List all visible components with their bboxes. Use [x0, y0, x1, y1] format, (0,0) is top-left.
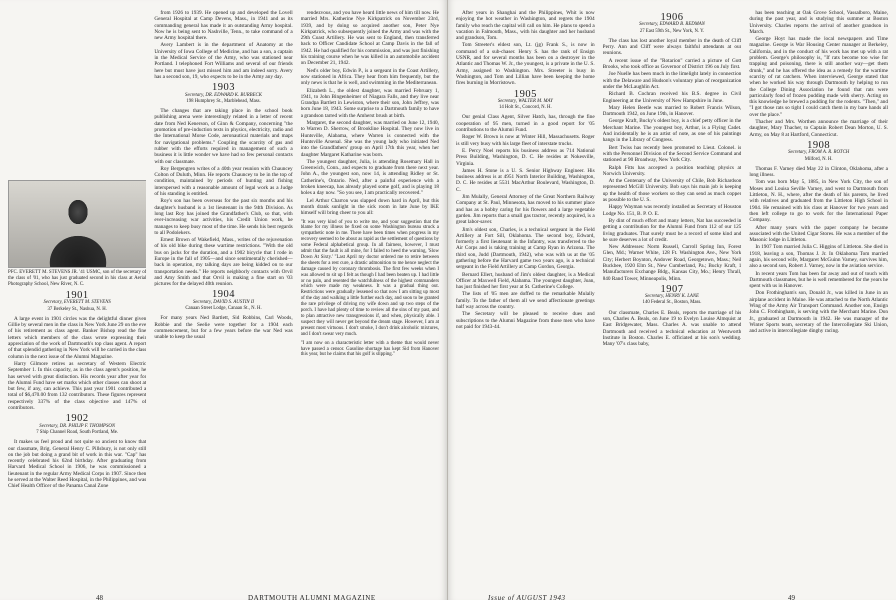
paragraph: Our classmate, Charles E. Beals, reports the marriage of his son, Charles A. Beals, on June 19 to Evelyn Louise Almquist at East Bridgewater, Mass. Charles A. was unable to attend Dartmouth and received a technical education at Wentworth Institute in Boston. Charles E. officiated at his son's wedding. Many '07's class baby, — [602, 309, 742, 348]
column-1 — [8, 10, 146, 585]
paragraph: Thacher and Mrs. Worthen announce the marriage of their daughter, Mary Thacher, to Captain Robert Dean Morton, U. S. Army, on May 8 at Hartford, Connecticut. — [749, 119, 889, 138]
paragraph: New Addresses: Norm Russell, Carroll Spring Inn, Forest Glen, Md.; Warner White, 128 Ft. Washington Ave., New York City; Herbert Boynton, Andover Road, Georgetown, Mass.; Neil Buckbee, 1920 Elm St., New Cumberland, Pa.; Bucky Kraft, 1 Manufacturers Exchange Bldg., Kansas City, Mo.; Henry Thrall, 840 Rand Tower, Minneapolis, Minn. — [602, 244, 742, 282]
page-number: 49 — [788, 594, 795, 600]
secretary-address: 37 Berkeley St., Nashua, N. H. — [47, 306, 107, 312]
paragraph: Roy's son has been overseas for the past six months and his daughter's husband is a 1st lieutenant in the 94th Division. As long last Roy has joined the Grandfather's Club, so that, with ever-increasing war activities, his Credit Union work, he manages to keep busy most of the time. He sends his best regards to all Podolekers. — [154, 198, 293, 236]
column-3 — [301, 10, 439, 585]
paragraph: Roger W. Brown is now at Winter Hill, Massachusetts. Roger is still very busy with his large fleet of interstate trucks. — [456, 134, 595, 147]
secretary-address: 14 Holt St., Concord, N. H. — [498, 105, 552, 111]
paragraph: Richard B. Cochran received his B.S. degree in Civil Engineering at the University of New Hampshire in June. — [602, 91, 742, 104]
class-year-heading: 1902 — [65, 413, 89, 425]
paragraph: Ralph Fitts has accepted a position teaching physics at Norwich University. — [602, 164, 742, 177]
class-secretary: Secretary, DR. PHILIP F. THOMPSON — [39, 423, 116, 429]
paragraph: Mary Helen Beetle was married to Robert Francis Wilson, Dartmouth 1942, on June 19th, in Hanover. — [602, 104, 742, 118]
paragraph: Roy Bergengren writes of a 40th year reunion with Chauncey Colton of Duluth, Minn. He reports Chauncey to be in the top of condition, maintained by periods of hunting and fishing interspersed with a reasonable amount of legal work as a Judge of his standing is entitled. — [154, 165, 293, 198]
paragraph: Bert Twiss has recently been promoted to Lieut. Colonel. is with the Personnel Division of the Second Service Command and stationed at 90 Broadway, New York City. — [602, 144, 742, 164]
class-secretary: Secretary, FROM A. R. ROTCH — [788, 150, 850, 156]
paragraph: George Hoyt has made the local newspapers and Time magazine. George is War Housing Center manager at Berkeley, California, and in the conduct of his work has met up with a rat problem. George's philosophy is, "If rats become too wise for trapping and poisoning, there is still another way—get them drunk," and he has offered the idea as a remedy for the wartime scarcity of rat catchers. When interviewed, George stated that when he worked his way through Dartmouth by helping to run the College Dining Association he found that rats were particularly fond of frozen pudding made with sherry. Acting on this knowledge he brewed a pudding for the rodents. "Then," and "I got those rats so tight I could catch them in my bare hands all over the place." — [749, 36, 889, 118]
column-5 — [603, 10, 742, 585]
paragraph: Ned's older boy, Edwin P., is a sergeant in the Coast Artillery, now stationed in Africa. They hear from him frequently, but the only news is that he is well, and swimming in the Mediterranean. — [300, 67, 439, 87]
class-secretary: Secretary, DR. EDWARD K. BURBECK — [185, 92, 262, 98]
column-6 — [749, 10, 888, 585]
paragraph: For many years Ned Bartlett, Sid Robbins, Carl Woods, Robbie and the Seelie were together for a 1904 each commencement, but for a few years before the war Ned was unable to keep the usual — [154, 315, 293, 341]
class-secretary: Secretary, EVERETT M. STEVENS — [43, 300, 111, 306]
paragraph: Tom Streeter's eldest son, Lt. (jg) Frank S., is now in command of a sub-chaser. Henry S. has the rank of Ensign USNR, and for several months has been on a destroyer in the Atlantic and Thomas W. Jr., the youngest, is a private in the U. S. Army, assigned to Washington. Mrs. Streeter is busy in Washington, and Tom and Lillian have been keeping the home fires burning in Morristown. — [456, 42, 595, 87]
magazine-title: DARTMOUTH ALUMNI MAGAZINE — [248, 594, 376, 600]
paragraph: Our genial Class Agent, Silver Hatch, has, through the fine cooperation of 95 men, turned in a good report for '05 contributions to the Alumni Fund. — [456, 114, 595, 134]
paragraph: A large event in 1901 circles was the delightful dinner given Gillie by several men in the class in New York June 29 on the eve of his retirement as class agent. Banker Bishop read the fine letters which members of the class wrote expressing their appreciation of the work of Dartmouth's top class agent. A report of that splendid gathering in New York will be carried in the class column in the next issue of the Alumni Magazine. — [8, 315, 147, 360]
secretary-address: Milford, N. H. — [804, 156, 833, 162]
secretary-address: Canaan Street Lodge, Canaan St., N. H. — [185, 306, 262, 312]
paragraph: The youngest daughter, Julia, is attending Rosemary Hall in Greenwich, Conn., and expects to graduate from there next year. John A., the youngest son, now 14, is attending Ridley or St. Catherine's, Ontario. Ned, after a painful experience with a broken kneecap, has already played some golf, and is playing 18 holes a day now. "So you see, I am practically recovered." — [300, 158, 439, 197]
paragraph: has been teaching at Oak Grove School, Vassalboro, Maine, during the past year, and is studying this summer at Boston University. Charles reports the arrival of another grandson in March. — [749, 10, 889, 35]
quoted-letter: "It was very kind of you to write me, and your suggestion that the blame for my illness be fixed on some Washington bureau struck a sympathetic note in me. There have been times when progress in my recovery seemed to be about as rapid as the settlement of questions by some Federal alphabetical group. In all fairness, however, I must admit that the fault is all mine, for I failed to heed the warning, 'Slow Down At Sixty.' "Last April my doctor ordered me to retire between the sheets for a rest cure, a drastic admonition to me hence neglect the damage caused by coronary thrombosis. The first few weeks when I was allowed to sit up I felt as though I had been beaten up. I had little or no pain, and resented the watchfulness of the highest commanders which were made my weakness. It was a gradual thing out. Restrictions were gradually lessened so that now I am sitting up most of the day and walking a little further each day, and soon to be granted the rare privilege of driving my wife down and up two steps of the porch. I have had plenty of time to review all the sins of my past, and to plan attractive new transgressions if, and when, physically able. I suspect they will never get beyond the dream stage. However, I am at present most virtuous. I don't smoke, I don't drink alcoholic mixtures, and I don't swear very much. — [300, 219, 439, 337]
paragraph: Elizabeth L., the oldest daughter, was married February 1, 1941, to John Bingenheimer of Niagara Falls, and they live near Grandpa Bartlett in Lewiston, where their son, John Jeffrey, was born June 18, 1943. Some surprise to a Dartmouth family to have a grandson tarred with the Amherst brush at birth. — [300, 87, 439, 119]
portrait-photo — [8, 180, 146, 268]
paragraph: Jim Mulally, General Attorney of the Great Northern Railway Company at St. Paul, Minnesota, has moved to his summer place and has as a hobby caring for his flowers and a large vegetable garden. Jim reports that a small gas tractor, recently acquired, is a great labor-saver. — [456, 194, 595, 226]
paragraph: Ernest Brown of Wakefield, Mass., writes of the rejuvenation of his old bike during these wartime restrictions. "With the old bus on jacks for the duration, and a 1902 bicycle that I rode in Europe in the fall of 1905—and since sentimentally cherished—back in operation, my talking days are being kidded on to our transportation needs." He reports neighborly contacts with Orvil and Amy Smith and that Orvil is making a fine start on '03 pictures for the delayed 40th reunion. — [154, 237, 293, 288]
column-2 — [154, 10, 292, 585]
paragraph: In recent years Tom has been far away and out of touch with Dartmouth classmates, but he is well remembered for the years he spent with us in Hanover. — [749, 270, 889, 290]
class-year-heading: 1904 — [211, 289, 235, 301]
class-year-heading: 1905 — [513, 88, 537, 100]
paragraph: Bernard Ellert, husband of Jim's oldest daughter, is a Medical Officer at Maxwell Field, Alabama. The youngest daughter, Joan, has just finished her first year at St. Catherine's College. — [456, 271, 595, 291]
paragraph: Don Frothingham's son, Donald Jr., was killed in June in an airplane accident in Maine. He was attached to the North Atlantic Wing of the Army Air Transport Command. Another son, Ensign John C. Frothingham, is serving with the Merchant Marine. Don Jr., graduated at Dartmouth in 1942. He was manager of the Winter Sports team, secretary of the Intercollegiate Ski Union, and active in intercollegiate dinghy racing. — [749, 290, 889, 335]
class-secretary: Secretary, WALTER M. MAY — [497, 98, 553, 104]
paragraph: In 1907 Tom married Julia C. Higgins of Littleton. She died in 1918, leaving a son, Thomas J. Jr. In Oklahoma Tom married again, his second wife, Margaret McGuinn Varney, survives him, also a second son, Robert J. Varney, now in the aviation service. — [749, 244, 889, 270]
paragraph: E. Percy Noel reports his business address as 714 National Press Building, Washington, D. C. He resides at Nokesville, Virginia. — [456, 147, 595, 167]
secretary-address: 7 Ship Channel Road, South Portland, Me. — [36, 429, 119, 435]
paragraph: The Secretary will be pleased to receive dues and subscriptions to the Alumni Magazine from those men who have not paid for 1943-44. — [456, 311, 595, 330]
class-secretary: Secretary, HENRY K. LANE — [645, 294, 699, 300]
issue-date: Issue of AUGUST 1943 — [488, 594, 566, 600]
paragraph: The class has lost another loyal member in the death of Cliff Perry. Ann and Cliff were always faithful attendants at our reunions. — [602, 37, 742, 57]
column-4 — [456, 10, 595, 585]
paragraph: At the Centenary of the University of Chile, Bob Richardson represented McGill University. Bob says his main job is keeping up the health of those workers so they can send as much copper as possible to the U. S. — [602, 178, 742, 204]
secretary-address: 198 Humphrey St., Marblehead, Mass. — [186, 98, 261, 104]
paragraph: Avery Lambert is in the department of Anatomy at the University of Iowa College of Medicine, and has a son, a captain in the Medical Service of the Army, who was stationed near Portland. I telephoned Fort Williams and several of our friends here but must have just missed him and am indeed sorry. Avery has a second son, 19, who expects to be in the Army any day. — [154, 42, 293, 80]
paragraph: It makes us feel proud and not quite so ancient to know that our classmate, Brig. General Henry C. Pillsbury, is not only still on the job but doing a grand bit of work in this war. "Cap" has recently celebrated his 62nd birthday. After graduating from Harvard Medical School in 1906, he was commissioned a lieutenant in the regular Army Medical Corps in 1907. Since then he served at the Walter Reed Hospital, in the Philippines, and was Chief Health Officer of the Panama Canal Zone — [8, 439, 147, 490]
paragraph: Harry Gilmore retires as secretary of Western Electric September 1. In this capacity, as in the class agent's position, he has served with great distinction. His records year after year for the Alumni Fund have set marks which other classes can shoot at but few, if any, can achieve. This past year 1901 contributed a total of $6,470.00 from 132 contributors. These figures represent respectively 337% of the class objective and 147% of contributors. — [8, 360, 147, 412]
class-year-heading: 1908 — [807, 139, 831, 151]
paragraph: rendezvous, and you have heard little news of him till now. He married Mrs. Katherine Nye Kirkpatrick on November 23rd, 1939, and by doing so acquired another son, Peter Nye Kirkpatrick, who subsequently joined the Army and was with the 29th Coast Artillery. He was sent to England, then transferred back to Officer Candidate School at Camp Davis in the fall of 1942. He had qualified for his commission, and was just finishing his training course when he was killed in an automobile accident on December 21, 1942. — [300, 10, 439, 67]
paragraph: James H. Stone is a U. S. Senior Highway Engineer. His business address is at 4951 North Interior Building, Washington, D. C. He resides at 5531 MacArthur Boulevard, Washington, D. C. — [456, 167, 595, 193]
paragraph: Happy Wayman was recently installed as Secretary of Houston Lodge No. 151, B. P. O. E. — [602, 204, 742, 217]
paragraph: A recent issue of the "Rotarion" carried a picture of Gott Brooks, who took office as Governor of District 196 on July first. — [602, 57, 742, 71]
paragraph: After many years with the paper company he became associated with the United Cigar Stores. He was a member of the Masonic lodge in Littleton. — [749, 224, 889, 244]
class-year-heading: 1903 — [211, 82, 235, 94]
class-year-heading: 1901 — [65, 290, 89, 301]
paragraph: from 1926 to 1939. He opened up and developed the Lovell General Hospital at Camp Devens, Mass., in 1941 and as its commanding general has made it an outstanding Army hospital. Now he is being sent to Nashville, Tenn., to take command of a new Army hospital there. — [154, 10, 293, 42]
paragraph: After years in Shanghai and the Philippines, Whit is now enjoying the hot weather in Washington, and regrets the 1904 family who reach the capital will call on him. He plans to spend a vacation in Falmouth, Mass., with his daughter and her husband and grandson, Tom. — [456, 10, 595, 42]
class-year-heading: 1906 — [660, 12, 684, 23]
paragraph: The changes that are taking place in the school book publishing arena were interestingly related in a letter of recent date from Ned Kenerson, of Ginn & Company, concerning "the promotion of pre-induction texts in physics, electricity, radio and the International Morse Code, aeronautical materials and maps for navigational problems." Coupling the scarcity of gas and rubber with the efforts required in management of such a business it is little wonder we have had so few personal contacts with our classmate. — [154, 108, 293, 165]
paragraph: George Kraft, Bucky's oldest boy, is a chief petty officer in the Merchant Marine. The youngest boy, Arthur, is a Flying Cadet. And incidentally he is an artist of note, as one of his paintings hangs in the Library of Congress. — [602, 118, 742, 144]
paragraph: By dint of much effort and many letters, Nat has succeeded in getting a contribution for the Alumni Fund from 112 of our 125 living graduates. That surely must be a record of some kind and he sure deserves a lot of credit. — [602, 217, 742, 243]
paragraph: Lel Arthur Charron was slapped down hard in April, but this month drank sunlight in the sick room in late June by IKE himself will bring cheer to you all: — [300, 197, 439, 217]
page-number: 48 — [96, 594, 103, 600]
photo-caption: PFC. EVERETT M. STEVENS JR. '41 USMC, son of the secretary of the class of '01, who has just graduated second in his class at Aerial Photography School, New River, N. C. — [8, 270, 147, 287]
secretary-address: 27 East 59th St., New York, N. Y. — [639, 28, 705, 34]
paragraph: Tom was born May 5, 1885, in New York City, the son of Moses and Louisa Seville Varney, and went to Dartmouth from Littleton, N. H., where, after the death of his parents, he lived with relatives and graduated from the Littleton High School in 1904. He remained with his class at Hanover for two years and then left college to go to work for the International Paper Company. — [749, 179, 889, 224]
secretary-address: 140 Federal St., Boston, Mass. — [642, 300, 702, 306]
paragraph: Joe Nuelle has been much in the limelight lately in connection with the Delaware and Hudson's voluntary plan of reorganization under the McLaughlin Act. — [602, 71, 742, 90]
paragraph: Jim's oldest son, Charles, is a technical sergeant in the Field Artillery at Fort Sill, Oklahoma. The second boy, Edward, formerly a first lieutenant in the Infantry, was transferred to the Air Corps and is taking training at Camp Ryan in Arizona. The third son, Judd (Dartmouth, 1942), who was with us at the '05 gathering before the Harvard game two years ago, is a technical sergeant in the Field Artillery at Camp Gordon, Georgia. — [456, 226, 595, 271]
paragraph: The lists of '05 men are doffed to the remarkable Mulally family. To the father of them all we send affectionate greetings half way across the country. — [456, 291, 595, 311]
right-page — [448, 0, 896, 600]
quoted-letter: "I am now on a characteristic letter with a theme that would never have passed a censor. Gasoline shortage has kept Sid from Hanover this year, but he claims that his golf is slipping." — [300, 340, 439, 358]
class-secretary: Secretary, EDWARD B. REDMAN — [639, 22, 705, 28]
paragraph: Thomas F. Varney died May 22 in Clinton, Oklahoma, after a long illness. — [749, 165, 889, 179]
paragraph: Margaret, the second daughter, was married on June 12, 1940, to Warren D. Sherrow, of Brookline Hospital. They now live in Huntsville, Alabama, where Warren is connected with the Huntsville Arsenal. She was the young lady who initiated Ned into the Grandfathers' group on April 17th this year, when her daughter Margaret Katharine was born. — [300, 120, 439, 158]
class-year-heading: 1907 — [660, 283, 684, 295]
class-secretary: Secretary, DAVID S. AUSTIN II — [192, 299, 255, 305]
